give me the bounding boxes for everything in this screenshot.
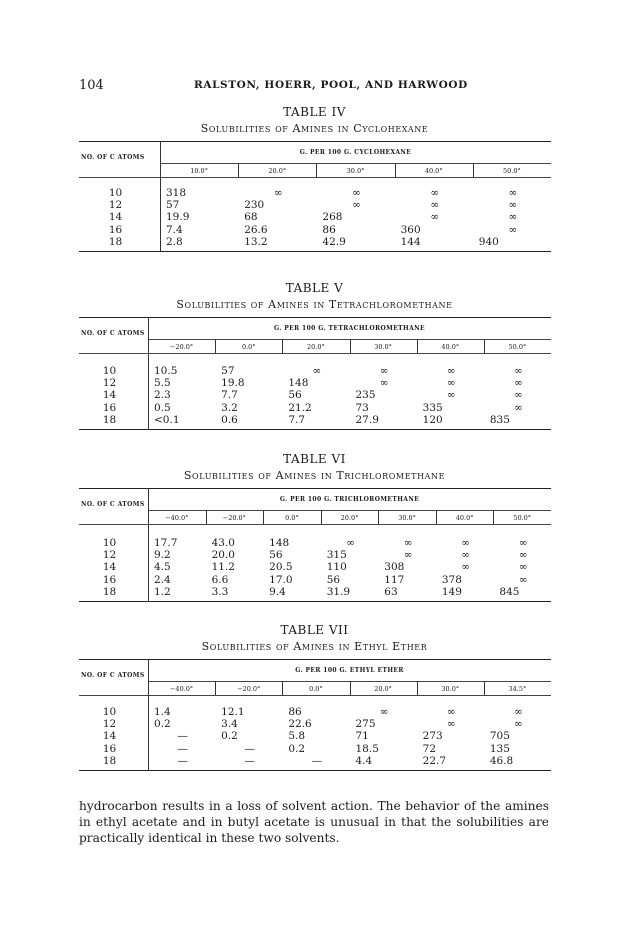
table-bottom-rule [79,251,551,252]
body-paragraph: hydrocarbon results in a loss of solvent action. The behavior of the amines in ethyl acetate and in butyl acetate is unusual in that the solubilities are practically identical in these two solvents. [79,799,549,846]
table-cell: 17.7 [154,537,178,549]
column-header-rule [79,695,551,696]
table-cell: ∞ [518,549,528,562]
table-cell: 835 [489,413,510,426]
table-cell: 22.7 [422,754,447,767]
table-cell: ∞ [518,537,528,549]
table-cell: 0.2 [221,730,238,743]
column-header: 20.0° [307,343,325,351]
table-cell: ∞ [312,365,322,377]
table-cell: 273 [422,730,443,743]
carbon-count-label: 10 [108,187,123,199]
table-cell: — [177,730,188,743]
column-divider [282,681,283,695]
table-cell: 110 [326,561,347,574]
running-header: RALSTON, HOERR, POOL, AND HARWOOD [194,79,468,91]
table-cell: 56 [288,389,302,402]
table-cell: 43.0 [211,537,235,549]
table-cell: 7.7 [221,389,238,402]
table-cell: 11.2 [211,561,235,574]
table-cell: 26.6 [244,223,268,236]
table-subtitle: Solubilities of Amines in Ethyl Ether [201,640,428,653]
table-cell: 68 [244,211,258,224]
table-cell: 0.5 [154,401,171,414]
column-divider [484,681,485,695]
column-header: 40.0° [441,343,460,351]
table-top-rule [79,141,551,142]
column-divider [493,510,494,524]
table-bottom-rule [79,601,551,602]
table-top-rule [79,488,551,489]
table-cell: 20.5 [269,561,293,574]
table-cell: 275 [355,718,376,731]
table-title: TABLE VII [280,623,349,637]
row-label-divider [148,488,149,601]
group-header-label: G. PER 100 G. CYCLOHEXANE [299,149,412,156]
column-divider [282,339,283,353]
column-header: −20.0° [237,685,261,693]
column-header-rule [79,524,551,525]
table-cell: 4.5 [154,561,171,574]
table-cell: 12.1 [221,706,245,718]
carbon-count-label: 18 [108,235,123,248]
column-divider [215,681,216,695]
carbon-count-label: 14 [108,211,123,224]
table-cell: 705 [489,730,510,743]
column-header: 30.0° [441,685,460,693]
table-cell: ∞ [273,187,283,199]
table-cell: 378 [441,573,462,586]
table-cell: ∞ [508,223,518,236]
column-divider [417,681,418,695]
table-cell: ∞ [446,389,456,402]
table-cell: 9.2 [154,549,171,562]
column-header: 34.5° [508,685,527,693]
table-cell: 63 [384,585,398,598]
table-cell: ∞ [514,718,523,731]
table-cell: ∞ [514,377,523,390]
table-cell: 57 [166,199,180,212]
carbon-count-label: 18 [102,754,117,767]
table-subtitle: Solubilities of Amines in Cyclohexane [200,122,429,135]
table-cell: 27.9 [355,413,379,426]
carbon-count-label: 12 [102,549,117,562]
table-cell: ∞ [403,549,413,562]
column-divider [436,510,437,524]
table-cell: <0.1 [154,413,180,426]
row-label-divider [148,659,149,770]
table-cell: 3.2 [221,401,238,414]
table-cell: 7.7 [288,413,306,426]
row-header-label: NO. OF C ATOMS [81,154,145,161]
table-cell: — [177,754,188,767]
table-cell: 6.6 [211,573,229,586]
table-cell: 117 [384,573,405,586]
carbon-count-label: 12 [108,199,123,212]
table-cell: 1.4 [154,706,171,718]
table-cell: ∞ [514,706,523,718]
table-top-rule [79,659,551,660]
column-header: 10.0° [190,167,208,175]
table-cell: 20.0 [211,549,235,562]
carbon-count-label: 14 [102,389,117,402]
column-divider [417,339,418,353]
column-header: 0.0° [309,685,323,693]
carbon-count-label: 14 [102,730,117,743]
column-divider [484,339,485,353]
row-label-divider [148,317,149,429]
table-cell: 360 [400,223,421,236]
table-cell: 46.8 [489,754,514,767]
table-cell: 9.4 [269,585,286,598]
table-cell: 230 [244,199,265,212]
column-header: −20.0° [222,514,246,522]
column-divider [350,339,351,353]
table-cell: 0.6 [221,413,238,426]
carbon-count-label: 12 [102,377,117,390]
table-cell: ∞ [508,211,518,224]
column-divider [350,681,351,695]
table-cell: 148 [288,377,309,390]
table-cell: 17.0 [269,573,293,586]
carbon-count-label: 16 [102,742,117,755]
table-cell: 845 [499,585,520,598]
table-cell: 135 [489,742,510,755]
table-cell: ∞ [352,187,361,199]
table-cell: — [244,754,255,767]
column-header: 50.0° [508,343,527,351]
table-cell: 144 [400,235,421,248]
table-top-rule [79,317,551,318]
table-cell: 71 [355,730,369,743]
column-header: 20.0° [340,514,359,522]
table-cell: 5.5 [154,377,171,390]
group-header-rule [160,163,551,164]
group-header-label: G. PER 100 G. ETHYL ETHER [295,667,404,674]
table-cell: ∞ [514,401,523,414]
table-cell: ∞ [514,389,523,402]
table-cell: 318 [166,187,187,199]
table-cell: ∞ [514,365,523,377]
table-cell: 2.3 [154,389,171,402]
carbon-count-label: 16 [102,401,117,414]
column-header: 40.0° [455,514,474,522]
carbon-count-label: 16 [102,573,117,586]
table-cell: 149 [441,585,462,598]
column-divider [206,510,207,524]
column-header-rule [79,177,551,178]
table-title: TABLE V [285,281,344,295]
column-header: 0.0° [285,514,299,522]
column-header: 20.0° [374,685,392,693]
carbon-count-label: 14 [102,561,117,574]
column-divider [473,163,474,177]
table-cell: 3.4 [221,718,238,731]
table-cell: 86 [288,706,302,718]
table-cell: 56 [269,549,283,562]
table-cell: 1.2 [154,585,171,598]
table-cell: 56 [326,573,341,586]
table-cell: 31.9 [326,585,351,598]
table-cell: ∞ [446,377,456,390]
table-cell: 7.4 [166,223,183,236]
table-cell: ∞ [430,211,440,224]
table-cell: ∞ [518,573,528,586]
column-header: −40.0° [165,514,189,522]
table-cell: ∞ [508,199,518,212]
table-cell: ∞ [518,561,528,574]
table-title: TABLE VI [283,452,346,466]
table-cell: 268 [322,211,343,224]
table-cell: ∞ [430,187,440,199]
table-cell: 335 [422,401,443,414]
column-header: 50.0° [513,514,532,522]
table-cell: 2.8 [166,235,183,248]
table-bottom-rule [79,429,551,430]
column-divider [263,510,264,524]
table-cell: 0.2 [288,742,306,755]
table-cell: 148 [269,537,290,549]
table-cell: ∞ [461,561,470,574]
table-cell: 18.5 [355,742,379,755]
column-header: 0.0° [241,343,256,351]
table-cell: 5.8 [288,730,306,743]
table-cell: ∞ [461,549,470,562]
table-cell: 315 [326,549,347,562]
column-header: 40.0° [424,167,443,175]
row-label-divider [160,141,161,251]
column-divider [321,510,322,524]
column-divider [238,163,239,177]
table-cell: — [244,742,255,755]
row-header-label: NO. OF C ATOMS [81,672,145,679]
table-cell: ∞ [446,365,456,377]
table-cell: 19.8 [221,377,245,390]
column-header: 30.0° [374,343,392,351]
column-header: 20.0° [268,167,287,175]
table-cell: 13.2 [244,235,268,248]
column-header: −20.0° [169,343,194,351]
table-cell: ∞ [446,718,456,731]
table-cell: 57 [221,365,235,377]
table-cell: 21.2 [288,401,312,414]
column-header: 50.0° [503,167,521,175]
table-cell: ∞ [508,187,518,199]
table-cell: — [311,754,323,767]
row-header-label: NO. OF C ATOMS [81,501,145,508]
table-cell: 120 [422,413,443,426]
table-cell: ∞ [403,537,413,549]
table-cell: ∞ [379,706,389,718]
carbon-count-label: 10 [102,706,117,718]
table-title: TABLE IV [283,105,346,119]
table-cell: 86 [322,223,336,236]
table-cell: 22.6 [288,718,312,731]
table-cell: 2.4 [154,573,171,586]
group-header-label: G. PER 100 G. TETRACHLOROMETHANE [273,325,426,332]
table-cell: 42.9 [322,235,346,248]
table-cell: ∞ [346,537,355,549]
table-cell: 308 [384,561,405,574]
table-cell: 72 [422,742,437,755]
table-cell: ∞ [461,537,470,549]
carbon-count-label: 12 [102,718,117,731]
column-header: −40.0° [169,685,194,693]
table-cell: 0.2 [154,718,171,731]
table-cell: 235 [355,389,376,402]
table-cell: 19.9 [166,211,190,224]
column-divider [395,163,396,177]
table-cell: — [177,742,188,755]
table-subtitle: Solubilities of Amines in Tetrachloromethane [176,298,453,311]
carbon-count-label: 18 [102,413,117,426]
table-cell: 10.5 [154,365,178,377]
column-divider [215,339,216,353]
table-cell: 4.4 [355,754,373,767]
table-cell: 3.3 [211,585,229,598]
group-header-label: G. PER 100 G. TRICHLOROMETHANE [279,496,420,503]
group-header-rule [148,510,551,511]
column-header-rule [79,353,551,354]
page-number: 104 [79,78,104,93]
column-divider [378,510,379,524]
column-divider [316,163,317,177]
column-header: 30.0° [398,514,416,522]
table-bottom-rule [79,770,551,771]
carbon-count-label: 16 [108,223,123,236]
table-cell: ∞ [352,199,361,212]
table-subtitle: Solubilities of Amines in Trichloromethane [183,469,446,482]
table-cell: ∞ [430,199,440,212]
table-cell: 940 [478,235,499,248]
table-cell: ∞ [446,706,456,718]
row-header-label: NO. OF C ATOMS [81,330,145,337]
carbon-count-label: 10 [102,537,117,549]
column-header: 30.0° [346,167,365,175]
carbon-count-label: 10 [102,365,117,377]
carbon-count-label: 18 [102,585,117,598]
table-cell: 73 [355,401,369,414]
table-cell: ∞ [379,377,389,390]
table-cell: ∞ [379,365,389,377]
